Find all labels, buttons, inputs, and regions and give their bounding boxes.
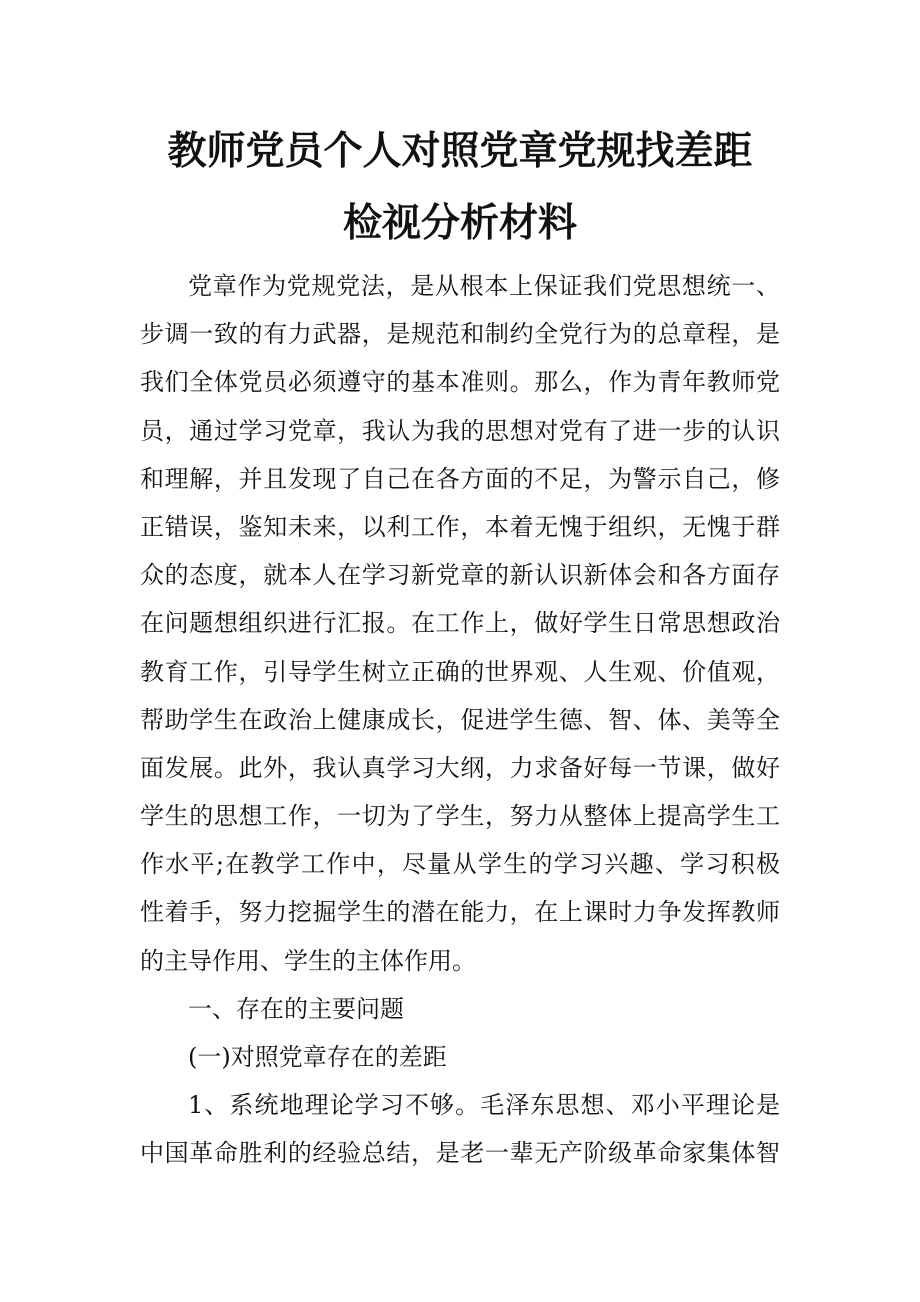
subsection-heading: (一)对照党章存在的差距 (188, 1043, 447, 1071)
paragraph-line: 学生的思想工作，一切为了学生，努力从整体上提高学生工 (140, 802, 780, 831)
paragraph-line: 作水平;在教学工作中，尽量从学生的学习兴趣、学习积极 (140, 850, 780, 879)
paragraph-line: 中国革命胜利的经验总结，是老一辈无产阶级革命家集体智 (140, 1139, 780, 1168)
paragraph-line: 众的态度，就本人在学习新党章的新认识新体会和各方面存 (140, 561, 780, 590)
paragraph-line: 在问题想组织进行汇报。在工作上，做好学生日常思想政治 (140, 609, 780, 638)
paragraph-line: 我们全体党员必须遵守的基本准则。那么，作为青年教师党 (140, 368, 780, 397)
document-body (140, 262, 780, 1178)
paragraph-line: 教育工作，引导学生树立正确的世界观、人生观、价值观， (140, 657, 780, 686)
paragraph-line: 帮助学生在政治上健康成长，促进学生德、智、体、美等全 (140, 705, 780, 734)
paragraph-line: 步调一致的有力武器，是规范和制约全党行为的总章程，是 (140, 320, 780, 349)
paragraph-line: 党章作为党规党法，是从根本上保证我们党思想统一、 (188, 272, 780, 300)
section-heading: 一、存在的主要问题 (188, 994, 404, 1023)
paragraph-line: 性着手，努力挖掘学生的潜在能力，在上课时力争发挥教师 (140, 898, 780, 927)
document-title-line-1: 教师党员个人对照党章党规找差距 (167, 129, 753, 174)
paragraph-line: 1、系统地理论学习不够。毛泽东思想、邓小平理论是 (188, 1091, 780, 1120)
paragraph-line: 员，通过学习党章，我认为我的思想对党有了进一步的认识 (140, 416, 780, 445)
paragraph-line: 和理解，并且发现了自己在各方面的不足，为警示自己，修 (140, 464, 780, 493)
paragraph-line: 面发展。此外，我认真学习大纲，力求备好每一节课，做好 (140, 753, 780, 782)
document-title-line-2: 检视分析材料 (342, 201, 577, 246)
paragraph-line: 正错误，鉴知未来，以利工作，本着无愧于组织，无愧于群 (140, 512, 780, 541)
paragraph-line: 的主导作用、学生的主体作用。 (140, 946, 476, 975)
